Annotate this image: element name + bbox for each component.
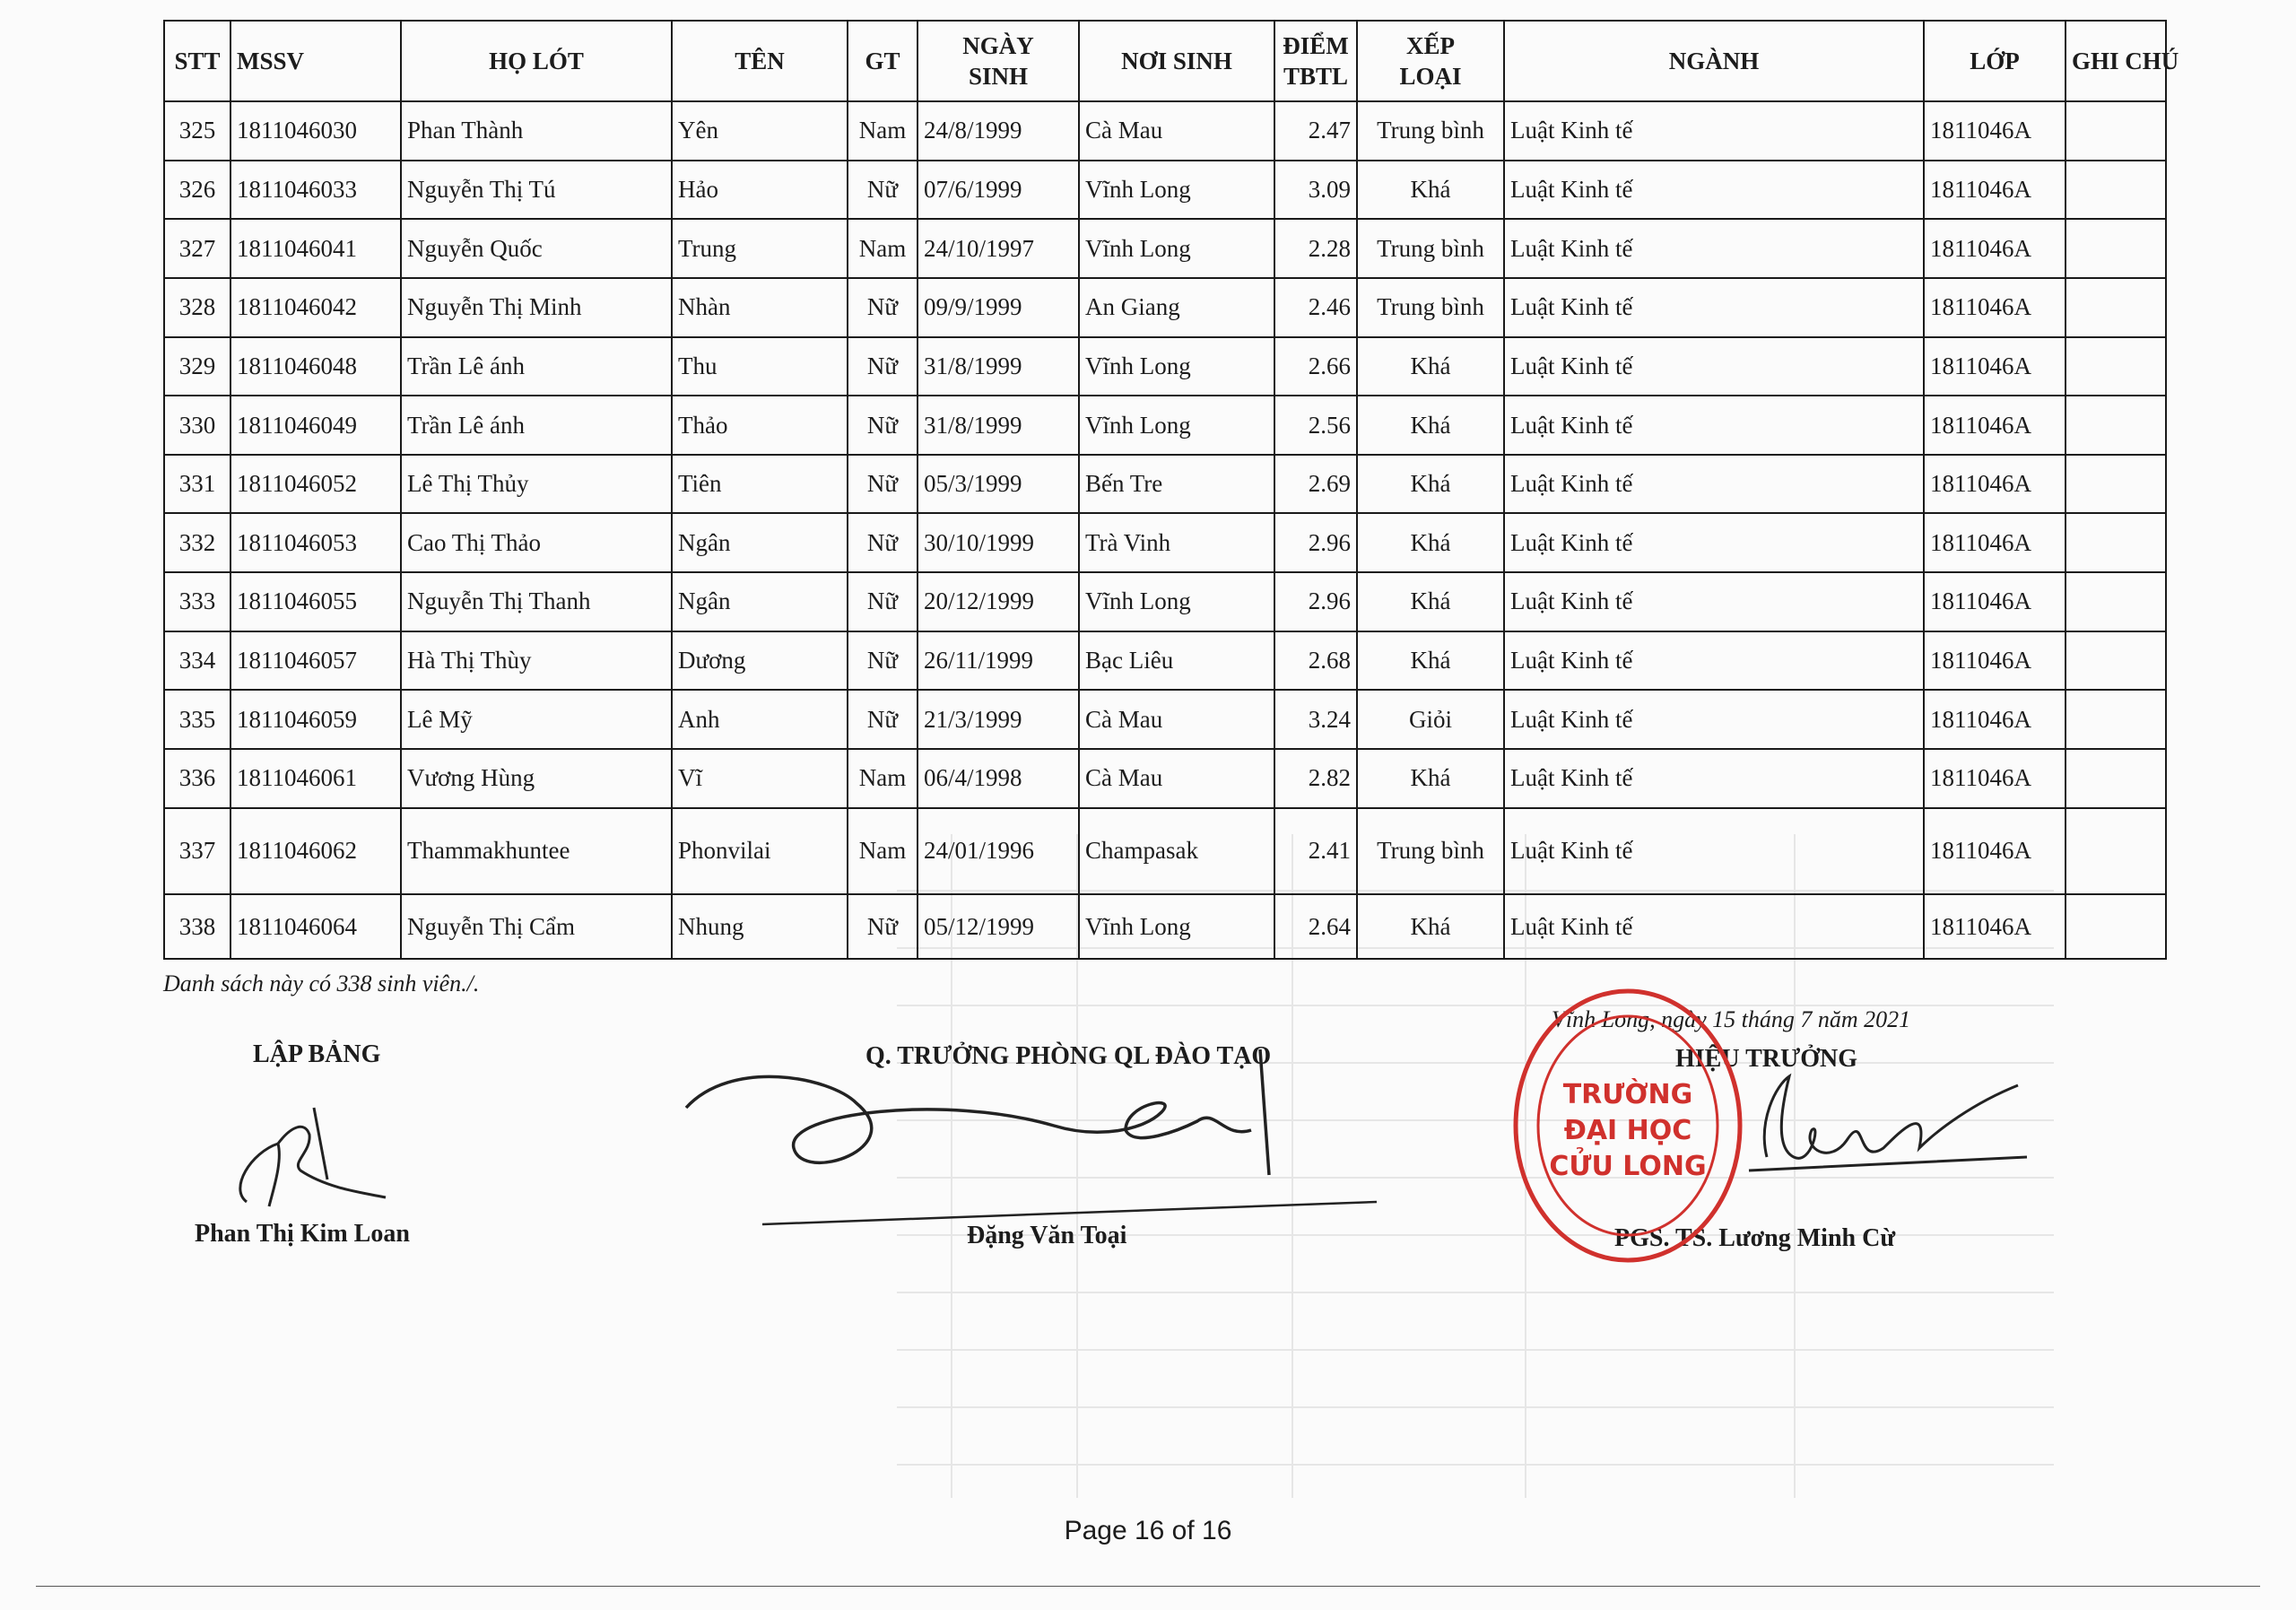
cell-ghi-chu: [2066, 396, 2166, 455]
cell-ngay-sinh: 30/10/1999: [918, 513, 1079, 572]
cell-ngay-sinh: 09/9/1999: [918, 278, 1079, 337]
cell-ten: Nhàn: [672, 278, 848, 337]
cell-lop: 1811046A: [1924, 455, 2066, 514]
cell-ghi-chu: [2066, 572, 2166, 631]
cell-lop: 1811046A: [1924, 219, 2066, 278]
header-xep-loai: [1357, 21, 1504, 101]
header-ten: TÊN: [672, 21, 848, 101]
cell-nganh: Luật Kinh tế: [1504, 894, 1924, 959]
cell-stt: 335: [164, 690, 230, 749]
cell-xep-loai: Khá: [1357, 513, 1504, 572]
cell-gt: Nữ: [848, 396, 918, 455]
header-diem-line2: TBTL: [1283, 63, 1349, 90]
date-line: Vĩnh Long, ngày 15 tháng 7 năm 2021: [1552, 1006, 1911, 1032]
cell-gt: Nam: [848, 808, 918, 894]
cell-lop: 1811046A: [1924, 572, 2066, 631]
cell-lop: 1811046A: [1924, 894, 2066, 959]
cell-ten: Yên: [672, 101, 848, 161]
cell-mssv: 1811046053: [230, 513, 401, 572]
cell-ghi-chu: [2066, 808, 2166, 894]
cell-ho-lot: Nguyễn Thị Minh: [401, 278, 672, 337]
cell-ho-lot: Cao Thị Thảo: [401, 513, 672, 572]
header-ho-lot: HỌ LÓT: [401, 21, 672, 101]
cell-xep-loai: Khá: [1357, 631, 1504, 691]
cell-mssv: 1811046041: [230, 219, 401, 278]
cell-ghi-chu: [2066, 101, 2166, 161]
prepared-name: Phan Thị Kim Loan: [195, 1220, 410, 1248]
cell-nganh: Luật Kinh tế: [1504, 219, 1924, 278]
cell-ngay-sinh: 31/8/1999: [918, 337, 1079, 396]
cell-stt: 328: [164, 278, 230, 337]
cell-xep-loai: Khá: [1357, 572, 1504, 631]
cell-ghi-chu: [2066, 337, 2166, 396]
table-row: [164, 455, 2166, 514]
cell-ten: Thảo: [672, 396, 848, 455]
cell-noi-sinh: Bạc Liêu: [1079, 631, 1274, 691]
cell-noi-sinh: Champasak: [1079, 808, 1274, 894]
cell-noi-sinh: Vĩnh Long: [1079, 572, 1274, 631]
cell-nganh: Luật Kinh tế: [1504, 455, 1924, 514]
cell-gt: Nữ: [848, 455, 918, 514]
cell-ho-lot: Hà Thị Thùy: [401, 631, 672, 691]
header-noi-sinh: NƠI SINH: [1079, 21, 1274, 101]
cell-xep-loai: Trung bình: [1357, 219, 1504, 278]
cell-ten: Ngân: [672, 572, 848, 631]
cell-nganh: Luật Kinh tế: [1504, 513, 1924, 572]
cell-diem: 3.24: [1274, 690, 1357, 749]
cell-xep-loai: Khá: [1357, 749, 1504, 808]
cell-diem: 2.64: [1274, 894, 1357, 959]
cell-noi-sinh: An Giang: [1079, 278, 1274, 337]
cell-stt: 329: [164, 337, 230, 396]
training-name: Đặng Văn Toại: [967, 1222, 1127, 1249]
header-xep-loai-line2: LOẠI: [1399, 63, 1462, 90]
cell-diem: 2.66: [1274, 337, 1357, 396]
cell-ho-lot: Trần Lê ánh: [401, 396, 672, 455]
header-ghi-chu: GHI CHÚ: [2066, 21, 2166, 101]
cell-mssv: 1811046048: [230, 337, 401, 396]
table-row: [164, 219, 2166, 278]
cell-ho-lot: Thammakhuntee: [401, 808, 672, 894]
cell-ten: Nhung: [672, 894, 848, 959]
cell-lop: 1811046A: [1924, 690, 2066, 749]
cell-noi-sinh: Vĩnh Long: [1079, 337, 1274, 396]
cell-xep-loai: Khá: [1357, 396, 1504, 455]
header-ngay-sinh: [918, 21, 1079, 101]
cell-diem: 3.09: [1274, 161, 1357, 220]
cell-diem: 2.96: [1274, 572, 1357, 631]
cell-gt: Nam: [848, 749, 918, 808]
table-row: [164, 572, 2166, 631]
cell-ho-lot: Trần Lê ánh: [401, 337, 672, 396]
cell-mssv: 1811046033: [230, 161, 401, 220]
table-row: [164, 337, 2166, 396]
cell-nganh: Luật Kinh tế: [1504, 631, 1924, 691]
cell-mssv: 1811046030: [230, 101, 401, 161]
cell-ten: Phonvilai: [672, 808, 848, 894]
header-diem-line1: ĐIỂM: [1283, 32, 1349, 59]
cell-stt: 326: [164, 161, 230, 220]
header-xep-loai-line1: XẾP: [1406, 32, 1455, 59]
table-row: [164, 690, 2166, 749]
cell-diem: 2.56: [1274, 396, 1357, 455]
cell-stt: 338: [164, 894, 230, 959]
cell-mssv: 1811046061: [230, 749, 401, 808]
cell-ten: Trung: [672, 219, 848, 278]
cell-lop: 1811046A: [1924, 631, 2066, 691]
cell-stt: 333: [164, 572, 230, 631]
cell-gt: Nữ: [848, 572, 918, 631]
cell-nganh: Luật Kinh tế: [1504, 278, 1924, 337]
header-diem: [1274, 21, 1357, 101]
table-row: [164, 808, 2166, 894]
cell-nganh: Luật Kinh tế: [1504, 337, 1924, 396]
cell-lop: 1811046A: [1924, 337, 2066, 396]
cell-xep-loai: Trung bình: [1357, 808, 1504, 894]
header-ngay-sinh-line2: SINH: [968, 63, 1029, 90]
cell-ho-lot: Lê Mỹ: [401, 690, 672, 749]
cell-stt: 337: [164, 808, 230, 894]
cell-noi-sinh: Vĩnh Long: [1079, 161, 1274, 220]
cell-nganh: Luật Kinh tế: [1504, 690, 1924, 749]
cell-ghi-chu: [2066, 749, 2166, 808]
cell-ngay-sinh: 07/6/1999: [918, 161, 1079, 220]
header-mssv: MSSV: [230, 21, 401, 101]
cell-mssv: 1811046062: [230, 808, 401, 894]
cell-ghi-chu: [2066, 631, 2166, 691]
header-gt: GT: [848, 21, 918, 101]
cell-ngay-sinh: 26/11/1999: [918, 631, 1079, 691]
cell-ho-lot: Nguyễn Thị Tú: [401, 161, 672, 220]
table-header-row: [164, 21, 2166, 101]
cell-nganh: Luật Kinh tế: [1504, 749, 1924, 808]
cell-xep-loai: Khá: [1357, 161, 1504, 220]
cell-stt: 331: [164, 455, 230, 514]
cell-stt: 325: [164, 101, 230, 161]
cell-ten: Thu: [672, 337, 848, 396]
cell-lop: 1811046A: [1924, 749, 2066, 808]
seal-line1: TRƯỜNG: [1562, 1079, 1693, 1110]
cell-lop: 1811046A: [1924, 396, 2066, 455]
table-row: [164, 396, 2166, 455]
cell-ngay-sinh: 24/10/1997: [918, 219, 1079, 278]
rector-title: HIỆU TRƯỞNG: [1675, 1045, 1858, 1073]
cell-mssv: 1811046055: [230, 572, 401, 631]
cell-ghi-chu: [2066, 278, 2166, 337]
cell-lop: 1811046A: [1924, 101, 2066, 161]
prepared-title: LẬP BẢNG: [253, 1040, 381, 1068]
cell-ten: Anh: [672, 690, 848, 749]
table-row: [164, 278, 2166, 337]
cell-noi-sinh: Vĩnh Long: [1079, 894, 1274, 959]
table-row: [164, 101, 2166, 161]
cell-ten: Tiên: [672, 455, 848, 514]
header-lop: LỚP: [1924, 21, 2066, 101]
cell-ghi-chu: [2066, 455, 2166, 514]
cell-gt: Nữ: [848, 690, 918, 749]
cell-ghi-chu: [2066, 219, 2166, 278]
cell-diem: 2.47: [1274, 101, 1357, 161]
cell-ngay-sinh: 21/3/1999: [918, 690, 1079, 749]
cell-noi-sinh: Cà Mau: [1079, 690, 1274, 749]
page-number: Page 16 of 16: [1064, 1516, 1232, 1545]
cell-gt: Nữ: [848, 278, 918, 337]
cell-diem: 2.82: [1274, 749, 1357, 808]
cell-noi-sinh: Cà Mau: [1079, 101, 1274, 161]
cell-diem: 2.41: [1274, 808, 1357, 894]
cell-mssv: 1811046064: [230, 894, 401, 959]
cell-stt: 327: [164, 219, 230, 278]
cell-stt: 336: [164, 749, 230, 808]
cell-mssv: 1811046049: [230, 396, 401, 455]
cell-ten: Dương: [672, 631, 848, 691]
cell-stt: 334: [164, 631, 230, 691]
table-row: [164, 894, 2166, 959]
table-row: [164, 749, 2166, 808]
header-ngay-sinh-line1: NGÀY: [962, 32, 1034, 59]
cell-ho-lot: Nguyễn Quốc: [401, 219, 672, 278]
cell-stt: 330: [164, 396, 230, 455]
cell-xep-loai: Khá: [1357, 894, 1504, 959]
cell-ten: Ngân: [672, 513, 848, 572]
school-seal-stamp: [1507, 982, 1749, 1278]
rector-name: PGS. TS. Lương Minh Cừ: [1614, 1224, 1896, 1252]
seal-line3: CỬU LONG: [1549, 1151, 1707, 1182]
cell-xep-loai: Khá: [1357, 337, 1504, 396]
table-row: [164, 513, 2166, 572]
cell-ten: Hảo: [672, 161, 848, 220]
cell-ngay-sinh: 24/8/1999: [918, 101, 1079, 161]
student-table: [163, 20, 2179, 960]
cell-ho-lot: Phan Thành: [401, 101, 672, 161]
header-nganh: NGÀNH: [1504, 21, 1924, 101]
cell-gt: Nữ: [848, 161, 918, 220]
cell-noi-sinh: Cà Mau: [1079, 749, 1274, 808]
cell-ghi-chu: [2066, 894, 2166, 959]
header-stt: STT: [164, 21, 230, 101]
cell-xep-loai: Giỏi: [1357, 690, 1504, 749]
cell-xep-loai: Khá: [1357, 455, 1504, 514]
cell-ho-lot: Nguyễn Thị Cẩm: [401, 894, 672, 959]
cell-ho-lot: Nguyễn Thị Thanh: [401, 572, 672, 631]
cell-gt: Nữ: [848, 631, 918, 691]
cell-ngay-sinh: 06/4/1998: [918, 749, 1079, 808]
cell-nganh: Luật Kinh tế: [1504, 101, 1924, 161]
cell-ngay-sinh: 05/12/1999: [918, 894, 1079, 959]
cell-stt: 332: [164, 513, 230, 572]
cell-lop: 1811046A: [1924, 808, 2066, 894]
cell-ghi-chu: [2066, 690, 2166, 749]
training-title: Q. TRƯỞNG PHÒNG QL ĐÀO TẠO: [865, 1042, 1272, 1070]
cell-ngay-sinh: 05/3/1999: [918, 455, 1079, 514]
cell-noi-sinh: Vĩnh Long: [1079, 219, 1274, 278]
cell-lop: 1811046A: [1924, 161, 2066, 220]
cell-diem: 2.68: [1274, 631, 1357, 691]
cell-gt: Nữ: [848, 337, 918, 396]
cell-noi-sinh: Vĩnh Long: [1079, 396, 1274, 455]
cell-xep-loai: Trung bình: [1357, 101, 1504, 161]
cell-ngay-sinh: 24/01/1996: [918, 808, 1079, 894]
cell-lop: 1811046A: [1924, 513, 2066, 572]
cell-ngay-sinh: 20/12/1999: [918, 572, 1079, 631]
cell-mssv: 1811046059: [230, 690, 401, 749]
cell-mssv: 1811046057: [230, 631, 401, 691]
cell-xep-loai: Trung bình: [1357, 278, 1504, 337]
table-row: [164, 161, 2166, 220]
bottom-rule: [36, 1586, 2260, 1587]
cell-ghi-chu: [2066, 513, 2166, 572]
signature-rector: [1749, 1067, 2036, 1193]
cell-gt: Nam: [848, 219, 918, 278]
cell-diem: 2.69: [1274, 455, 1357, 514]
summary-note: Danh sách này có 338 sinh viên./.: [163, 970, 480, 996]
cell-ho-lot: Lê Thị Thủy: [401, 455, 672, 514]
cell-nganh: Luật Kinh tế: [1504, 161, 1924, 220]
signature-preparer: [229, 1099, 408, 1215]
seal-line2: ĐẠI HỌC: [1563, 1115, 1692, 1146]
signature-training: [677, 1040, 1305, 1229]
cell-diem: 2.46: [1274, 278, 1357, 337]
table-row: [164, 631, 2166, 691]
cell-ngay-sinh: 31/8/1999: [918, 396, 1079, 455]
cell-nganh: Luật Kinh tế: [1504, 808, 1924, 894]
cell-diem: 2.28: [1274, 219, 1357, 278]
cell-diem: 2.96: [1274, 513, 1357, 572]
cell-noi-sinh: Trà Vinh: [1079, 513, 1274, 572]
cell-ho-lot: Vương Hùng: [401, 749, 672, 808]
cell-mssv: 1811046042: [230, 278, 401, 337]
cell-gt: Nữ: [848, 894, 918, 959]
cell-nganh: Luật Kinh tế: [1504, 396, 1924, 455]
cell-noi-sinh: Bến Tre: [1079, 455, 1274, 514]
cell-gt: Nam: [848, 101, 918, 161]
cell-mssv: 1811046052: [230, 455, 401, 514]
cell-lop: 1811046A: [1924, 278, 2066, 337]
cell-nganh: Luật Kinh tế: [1504, 572, 1924, 631]
cell-gt: Nữ: [848, 513, 918, 572]
cell-ghi-chu: [2066, 161, 2166, 220]
cell-ten: Vĩ: [672, 749, 848, 808]
